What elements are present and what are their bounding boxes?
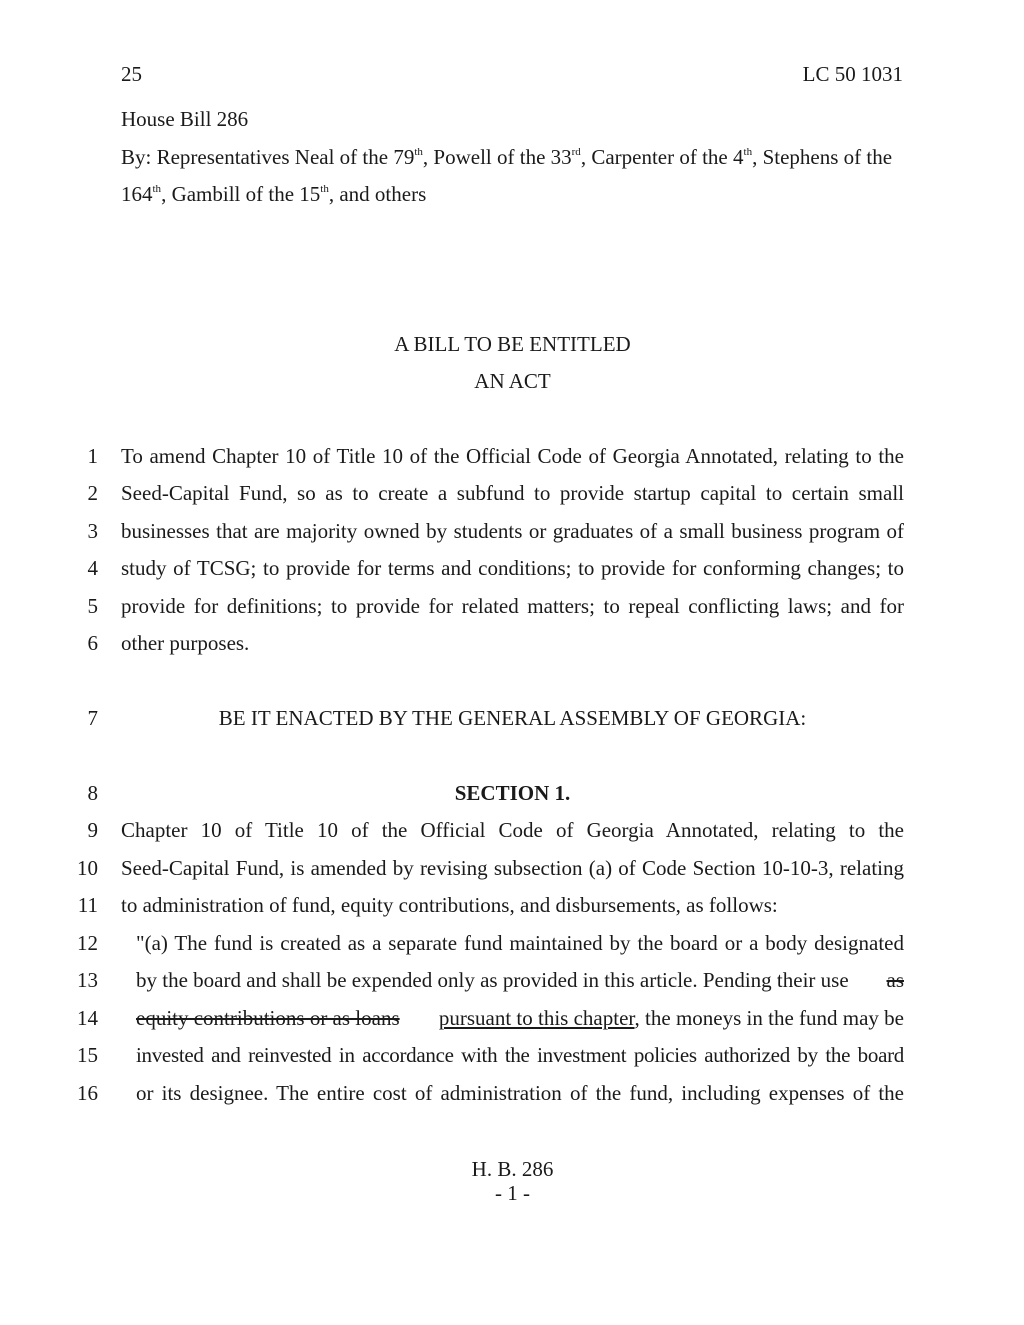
line-number: 7 (87, 706, 98, 730)
bill-text-line (136, 1006, 904, 1030)
line-number: 15 (77, 1043, 98, 1067)
footer-bill-ref: H. B. 286 (471, 1157, 554, 1181)
bill-text-line: Seed-Capital Fund, so as to create a subfund to provide startup capital to certain small (121, 481, 904, 505)
line-number: 9 (87, 818, 98, 842)
sponsors-line-1 (121, 145, 904, 173)
text-segment: by the board and shall be expended only as provided in this article. Pending their use (136, 968, 849, 992)
line-number: 16 (77, 1081, 98, 1105)
struck-text: equity contributions or as loans (136, 1006, 400, 1030)
bill-title: House Bill 286 (121, 107, 249, 131)
sponsor-text: , Stephens of the (752, 145, 893, 169)
line-number: 8 (87, 781, 98, 805)
line-number: 10 (77, 856, 98, 880)
struck-text: as (886, 968, 904, 992)
bill-text-line: "(a) The fund is created as a separate fund maintained by the board or a body designated (136, 931, 904, 955)
line-number: 1 (87, 444, 98, 468)
ordinal-suffix: th (414, 146, 423, 158)
enacting-clause: BE IT ENACTED BY THE GENERAL ASSEMBLY OF GEORGIA: (218, 706, 807, 730)
line-number: 14 (77, 1006, 98, 1030)
bill-text-line (136, 968, 904, 992)
sponsors-line-2 (121, 182, 426, 210)
lc-number: LC 50 1031 (802, 62, 903, 86)
bill-text-line: other purposes. (121, 631, 250, 655)
bill-text-line: provide for definitions; to provide for related matters; to repeal conflicting laws; and for (121, 594, 904, 618)
bill-text-line: businesses that are majority owned by students or graduates of a small business program of (121, 519, 904, 543)
act-heading: AN ACT (474, 369, 551, 393)
sponsor-text: , Powell of the 33 (422, 145, 572, 169)
bill-text-line: Seed-Capital Fund, is amended by revising subsection (a) of Code Section 10-10-3, relating (121, 856, 904, 880)
sponsor-text: , and others (328, 182, 427, 206)
bill-text-line: invested and reinvested in accordance with the investment policies authorized by the board (136, 1043, 904, 1067)
ordinal-suffix: rd (571, 146, 581, 158)
bill-text-line: or its designee. The entire cost of administration of the fund, including expenses of the (136, 1081, 904, 1105)
inserted-group (439, 1006, 904, 1030)
line-number: 5 (87, 594, 98, 618)
line-number: 13 (77, 968, 98, 992)
ordinal-suffix: th (320, 183, 329, 195)
page-number: - 1 - (495, 1181, 530, 1205)
ordinal-suffix: th (743, 146, 753, 158)
bill-text-line: to administration of fund, equity contributions, and disbursements, as follows: (121, 893, 778, 917)
line-number: 4 (87, 556, 98, 580)
line-number: 2 (87, 481, 98, 505)
bill-text-line: To amend Chapter 10 of Title 10 of the Official Code of Georgia Annotated, relating to the (121, 444, 904, 468)
bill-heading: A BILL TO BE ENTITLED (394, 332, 631, 356)
line-number: 6 (87, 631, 98, 655)
bill-text-line: study of TCSG; to provide for terms and conditions; to provide for conforming changes; to (121, 556, 904, 580)
session-number: 25 (121, 62, 142, 86)
line-number: 3 (87, 519, 98, 543)
line-number: 11 (77, 893, 98, 917)
bill-text-line: Chapter 10 of Title 10 of the Official Code of Georgia Annotated, relating to the (121, 818, 904, 842)
ordinal-suffix: th (152, 183, 162, 195)
sponsor-text: 164 (121, 182, 153, 206)
line-number: 12 (77, 931, 98, 955)
sponsor-text: , Carpenter of the 4 (580, 145, 744, 169)
text-segment: , the moneys in the fund may be (634, 1006, 904, 1030)
sponsor-text: , Gambill of the 15 (161, 182, 321, 206)
sponsor-text: By: Representatives Neal of the 79 (121, 145, 415, 169)
section-heading: SECTION 1. (454, 781, 571, 805)
inserted-text: pursuant to this chapter (438, 1006, 635, 1030)
